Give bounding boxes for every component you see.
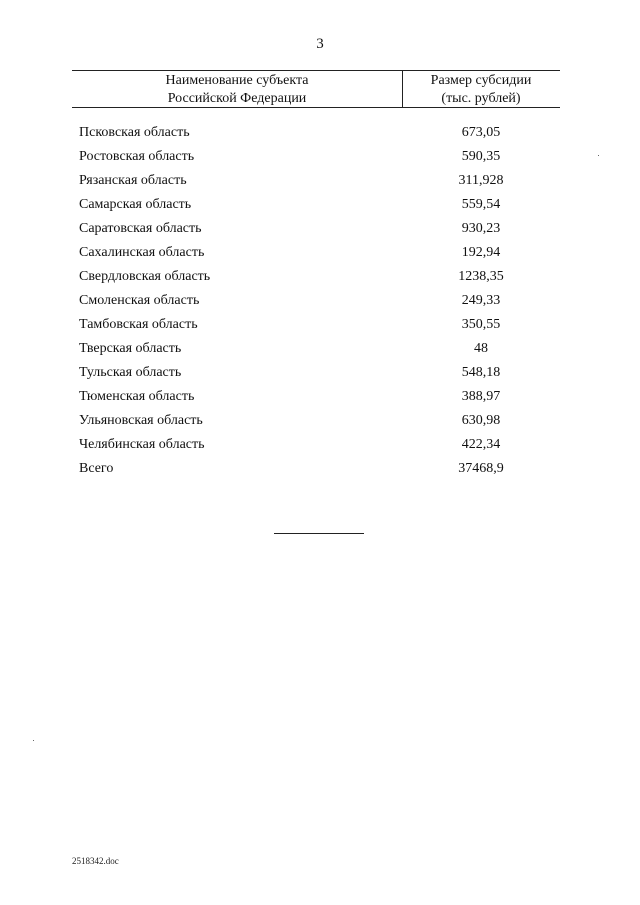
subsidy-amount: 249,33 — [461, 293, 501, 308]
region-name: Псковская область — [79, 125, 190, 140]
table-row — [0, 217, 640, 241]
scan-speck — [33, 740, 34, 741]
table-row — [0, 169, 640, 193]
table-row — [0, 193, 640, 217]
subsidy-amount: 559,54 — [461, 197, 501, 212]
region-name: Саратовская область — [79, 221, 202, 236]
subsidy-amount: 548,18 — [461, 365, 501, 380]
column-header-subsidy-line1: Размер субсидии — [430, 73, 532, 88]
region-name: Тюменская область — [79, 389, 195, 404]
table-row — [0, 289, 640, 313]
subsidy-amount: 930,23 — [461, 221, 501, 236]
subsidy-amount: 48 — [474, 341, 488, 356]
region-name: Тверская область — [79, 341, 182, 356]
table-row — [0, 409, 640, 433]
total-label: Всего — [79, 461, 114, 476]
column-header-subsidy — [402, 72, 560, 108]
region-name: Тамбовская область — [79, 317, 198, 332]
column-header-subject-line1: Наименование субъекта — [165, 73, 309, 88]
footer-filename: 2518342.doc — [72, 856, 119, 866]
table-row — [0, 361, 640, 385]
region-name: Ульяновская область — [79, 413, 203, 428]
column-header-subsidy-line2: (тыс. рублей) — [441, 91, 521, 106]
region-name: Тульская область — [79, 365, 182, 380]
subsidy-amount: 350,55 — [461, 317, 501, 332]
subsidy-amount: 630,98 — [461, 413, 501, 428]
region-name: Самарская область — [79, 197, 192, 212]
subsidy-amount: 1238,35 — [458, 269, 504, 284]
table-row — [0, 265, 640, 289]
column-header-subject — [72, 72, 402, 108]
total-amount: 37468,9 — [458, 461, 504, 476]
table-row — [0, 385, 640, 409]
region-name: Челябинская область — [79, 437, 205, 452]
end-of-table-rule — [274, 533, 364, 534]
region-name: Свердловская область — [79, 269, 211, 284]
column-header-subject-line2: Российской Федерации — [167, 91, 307, 106]
subsidy-amount: 388,97 — [461, 389, 501, 404]
table-row — [0, 121, 640, 145]
table-row — [0, 337, 640, 361]
region-name: Сахалинская область — [79, 245, 205, 260]
table-row — [0, 145, 640, 169]
table-row — [0, 241, 640, 265]
table-row — [0, 433, 640, 457]
table-row-total — [0, 457, 640, 481]
subsidy-amount: 192,94 — [461, 245, 501, 260]
subsidy-amount: 673,05 — [461, 125, 501, 140]
scan-speck — [598, 155, 599, 156]
region-name: Рязанская область — [79, 173, 187, 188]
table-top-rule — [72, 70, 560, 71]
subsidy-amount: 422,34 — [461, 437, 501, 452]
region-name: Ростовская область — [79, 149, 195, 164]
region-name: Смоленская область — [79, 293, 200, 308]
subsidy-table-body — [0, 121, 640, 481]
table-row — [0, 313, 640, 337]
page-number: 3 — [316, 36, 324, 52]
subsidy-amount: 311,928 — [458, 173, 504, 188]
subsidy-amount: 590,35 — [461, 149, 501, 164]
